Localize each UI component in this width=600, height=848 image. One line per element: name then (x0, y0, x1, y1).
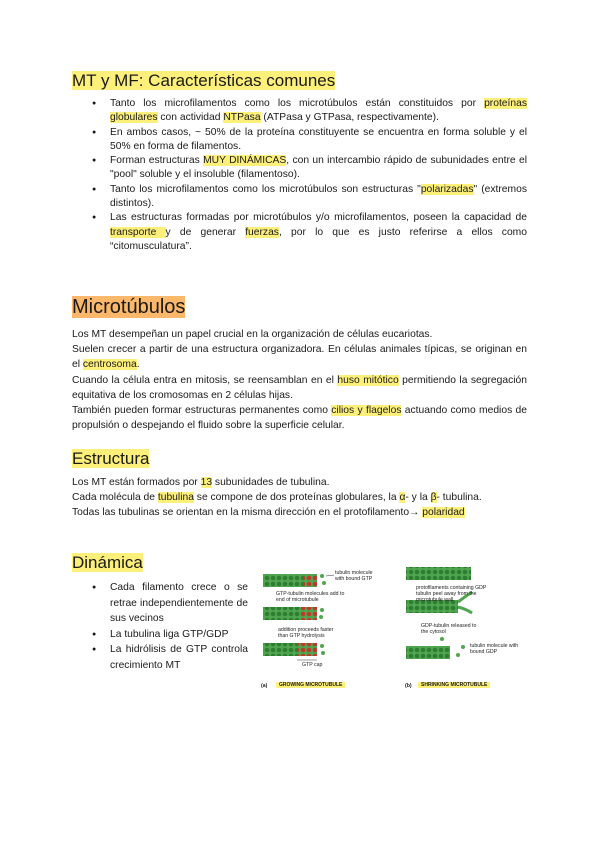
text-run: Suelen crecer a partir de una estructura organizadora. En células animales típicas, se originan en el (72, 344, 527, 371)
text-run: En ambos casos, ~ 50% de la proteína constituyente se encuentra en forma soluble y el 50% en forma de filamentos. (110, 126, 527, 152)
text-run: Cada filamento crece o se retrae independientemente de sus vecinos (110, 582, 248, 625)
text-run: - tubulina. (436, 492, 482, 504)
section-title-text: MT y MF: Características comunes (72, 71, 336, 90)
free-tubulin (319, 615, 323, 619)
free-tubulin (440, 637, 444, 641)
paragraph (72, 475, 527, 490)
section-title-mt-mf (72, 69, 335, 93)
text-run: La tubulina liga GTP/GDP (110, 628, 229, 640)
highlighted-term: 13 (200, 477, 213, 488)
text-run: permitiendo la segregación equitativa de los cromosomas en 2 células hijas. (72, 374, 527, 401)
shrinking-panel (406, 567, 472, 659)
free-tubulin (321, 651, 325, 655)
text-run: Cuando la célula entra en mitosis, se reensamblan en el (72, 374, 338, 386)
paragraph (72, 373, 527, 403)
highlighted-term: proteínas globulares (110, 98, 527, 124)
list-item (88, 580, 248, 627)
dinamica-list (88, 580, 248, 674)
text-run: Los MT están formados por (72, 477, 201, 488)
label-tubulin-gdp: tubulin molecule with bound GDP (470, 643, 519, 655)
text-run: También pueden formar estructuras permanentes como (72, 405, 332, 417)
free-tubulin (456, 653, 460, 657)
gtp-end-segment (303, 574, 317, 587)
text-run: Forman estructuras (110, 155, 204, 167)
text-run: Todas las tubulinas se orientan en la misma dirección en el protofilamento→ (72, 507, 423, 519)
text-run: (ATPasa y GTPasa, respectivamente). (260, 112, 439, 124)
caption-growing: GROWING MICROTUBULE (276, 682, 345, 688)
highlighted-term: centrosoma (82, 359, 137, 371)
microtubule-segment (263, 607, 301, 620)
text-run: . (136, 359, 140, 371)
list-item (88, 627, 248, 643)
paragraph (72, 490, 527, 505)
text-run: La hidrólisis de GTP controla crecimiento MT (110, 644, 248, 671)
label-gtp-cap: GTP cap (302, 662, 323, 668)
text-run: " (extremos distintos). (110, 183, 527, 210)
panel-b-label: (b) (405, 683, 412, 689)
free-tubulin (320, 574, 324, 578)
label-line (326, 575, 334, 576)
text-run: - y la (405, 492, 431, 504)
free-tubulin (322, 581, 326, 585)
highlighted-term: NTPasa (223, 112, 261, 124)
text-run: , con un intercambio rápido de subunidades entre el "pool" soluble y el insoluble (filamentoso). (110, 155, 527, 181)
microtubule-segment (406, 567, 471, 580)
text-run: y de generar (165, 226, 246, 238)
label-tubulin-gtp: tubulin molecule with bound GTP (335, 570, 373, 582)
label-gtp-added: GTP-tubulin molecules add to end of microtubule (276, 591, 345, 603)
section-title-microtubulos (72, 293, 185, 321)
list-item (88, 211, 527, 254)
common-features-list (88, 97, 527, 254)
microtubule-segment (263, 643, 297, 656)
paragraph (72, 505, 527, 520)
section-title-estructura (72, 447, 149, 471)
list-item (88, 642, 248, 673)
highlighted-term: α (399, 492, 406, 504)
section-title-text: Microtúbulos (72, 296, 186, 318)
highlighted-term: polaridad (422, 507, 465, 519)
microtubule-segment (263, 574, 303, 587)
label-protofilaments: protofilaments containing GDP tubulin peel away from the microtubule wall (416, 585, 487, 603)
highlighted-term: polarizadas (420, 183, 474, 195)
caption-shrinking: SHRINKING MICROTUBULE (418, 682, 490, 688)
paragraph (72, 342, 527, 372)
microtubule-segment (406, 646, 450, 659)
text-run: Tanto los microfilamentos como los microtúbulos están constituidos por (110, 98, 485, 109)
text-run: con actividad (157, 112, 224, 124)
microtubulos-text (72, 327, 527, 433)
text-run: Cada molécula de (72, 492, 158, 504)
gtp-cap-segment (297, 643, 317, 656)
section-title-text: Estructura (72, 449, 150, 468)
highlighted-term: cilios y flagelos (331, 405, 402, 417)
label-gdp-released: GDP-tubulin released to the cytosol (421, 623, 477, 635)
highlighted-term: tubulina (157, 492, 194, 504)
paragraph (72, 327, 527, 342)
text-run: subunidades de tubulina. (212, 477, 330, 488)
paragraph (72, 403, 527, 433)
text-run: , por lo que es justo referirse a ellos como “citomusculatura”. (110, 226, 527, 252)
gtp-end-segment (301, 607, 317, 620)
estructura-text (72, 475, 527, 521)
growing-panel (263, 574, 334, 660)
text-run: se compone de dos proteínas globulares, la (193, 492, 400, 504)
text-run: actuando como medios de propulsión o despejando el fluido sobre la superficie celular. (72, 405, 528, 432)
panel-a-label: (a) (261, 683, 268, 689)
list-item (88, 154, 527, 183)
free-tubulin (320, 644, 324, 648)
list-item (88, 126, 527, 155)
highlighted-term: β (430, 492, 437, 504)
text-run: Los MT desempeñan un papel crucial en la organización de células eucariotas. (72, 329, 433, 340)
microtubule-dynamics-figure (258, 563, 533, 698)
highlighted-term: huso mitótico (337, 374, 399, 386)
list-item (88, 183, 527, 212)
highlighted-term: fuerzas (245, 226, 279, 238)
highlighted-term: MUY DINÁMICAS (203, 155, 287, 167)
free-tubulin (320, 608, 324, 612)
label-faster: addition proceeds faster than GTP hydrolysis (278, 627, 334, 639)
text-run: Tanto los microfilamentos como los microtúbulos son estructuras " (110, 183, 421, 195)
text-run: Las estructuras formadas por microtúbulos y/o microfilamentos, poseen la capacidad de (110, 212, 527, 224)
list-item (88, 97, 527, 126)
free-tubulin (461, 645, 465, 649)
section-title-text: Dinámica (72, 553, 143, 572)
section-title-dinamica (72, 551, 143, 575)
highlighted-term: transporte (110, 226, 166, 238)
